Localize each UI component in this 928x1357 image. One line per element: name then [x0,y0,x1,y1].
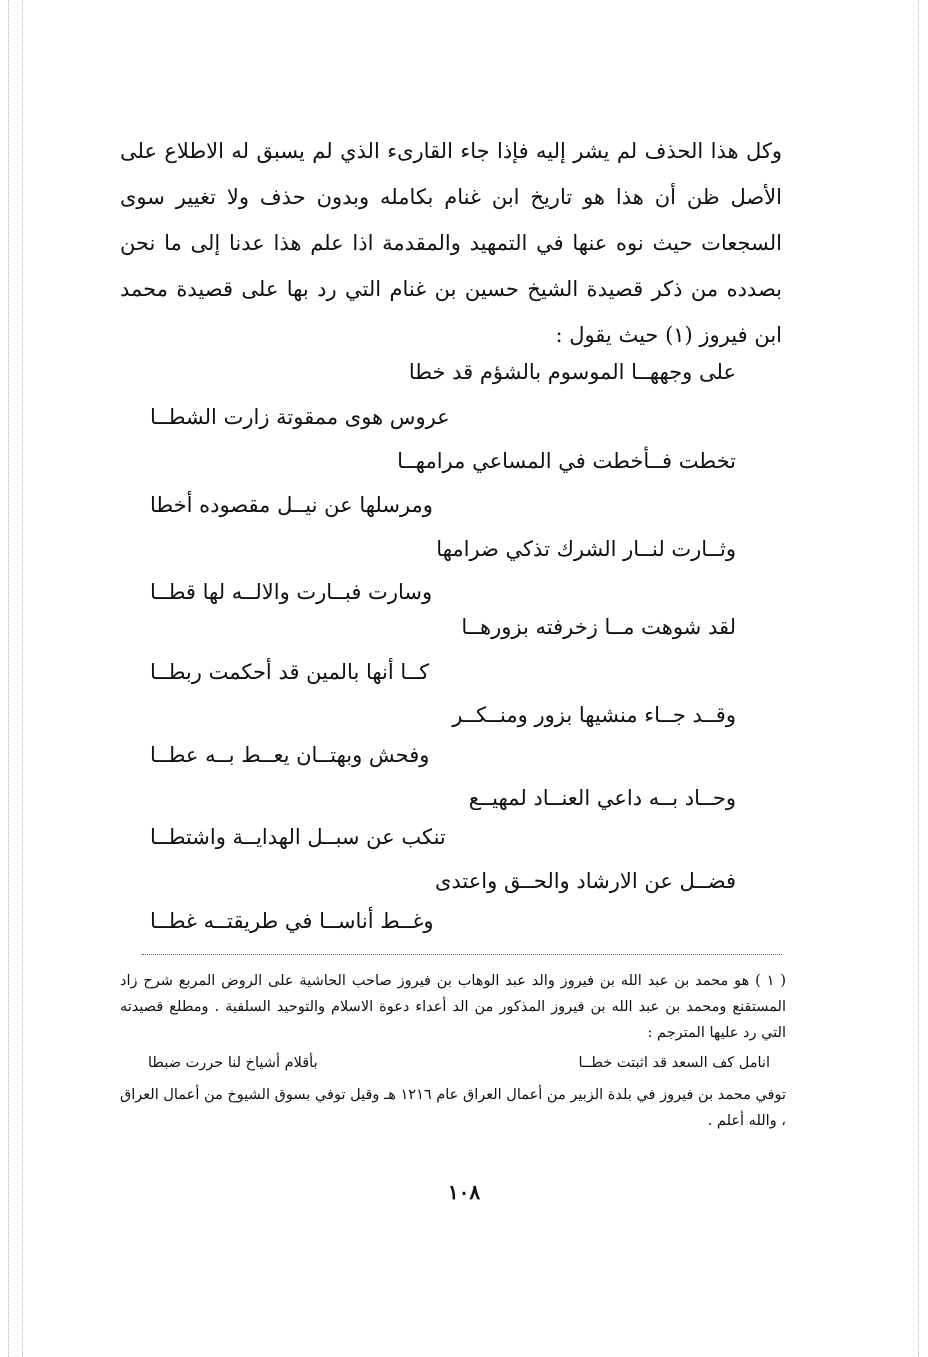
poem-line: تخطت فــأخطت في المساعي مرامهــا [397,449,736,473]
poem-line: وحــاد بــه داعي العنــاد لمهيــع [468,786,736,810]
poem-line: على وجههــا الموسوم بالشؤم قد خطا [408,360,736,384]
footnote-paragraph: ( ١ ) هو محمد بن عبد الله بن فيروز والد عبد الوهاب بن فيروز صاحب الحاشية على الروض المربع شرح زاد المستقنع ومحمد بن عبد الله بن فيروز المذكور من الد أعداء دعوة الاسلام والتوحيد السلفية . ومطلع قصيدته التي رد عليها المترجم : [120,973,786,1041]
poem-line: لقد شوهت مــا زخرفته بزورهــا [461,615,736,639]
scan-edge-dots [918,0,919,1357]
poem-line: وفحش وبهتــان يعــط بــه عطــا [150,743,430,767]
poem-line: فضــل عن الارشاد والحــق واعتدى [434,869,736,893]
poem-line: وقــد جــاء منشيها بزور ومنــكــر [452,703,736,727]
footnote-verse-first-half: انامل كف السعد قد اثبتت خطــا [578,1055,770,1071]
poem-line: وثــارت لنــار الشرك تذكي ضرامها [436,537,736,561]
body-text [120,128,782,358]
footnote [120,968,786,1134]
footnote-verse-second-half: بأقلام أشياخ لنا حررت ضبطا [148,1055,318,1071]
poem-line: عروس هوى ممقوتة زارت الشطــا [150,405,450,429]
poem-line: ومرسلها عن نيــل مقصوده أخطا [150,493,433,517]
page-number: ١٠٨ [447,1180,481,1204]
scan-edge-dots [8,0,9,1357]
footnote-closing: توفي محمد بن فيروز في بلدة الزبير من أعمال العراق عام ١٢١٦ هـ وقيل توفي بسوق الشيوخ من أعمال العراق ، والله أعلم . [120,1087,786,1129]
body-paragraph: وكل هذا الحذف لم يشر إليه فإذا جاء القارىء الذي لم يسبق له الاطلاع على الأصل ظن أن هذا هو تاريخ ابن غنام بكامله وبدون حذف ولا تغيير سوى السجعات حيث نوه عنها في التمهيد والمقدمة اذا علم هذا عدنا إلى ما نحن بصدده من ذكر قصيدة الشيخ حسين بن غنام التي رد بها على قصيدة محمد ابن فيروز (١) حيث يقول : [120,139,782,347]
footnote-separator [142,954,782,955]
poem-line: وسارت فبــارت والالــه لها قطــا [150,580,433,604]
poem-line: كــا أنها بالمين قد أحكمت ربطــا [150,660,430,684]
footnote-verse [120,1050,786,1076]
poem-line: وغــط أناســا في طريقتــه غطــا [150,909,434,933]
poem-line: تنكب عن سبــل الهدايــة واشتطــا [150,825,446,849]
scan-edge-dots [22,0,23,1357]
